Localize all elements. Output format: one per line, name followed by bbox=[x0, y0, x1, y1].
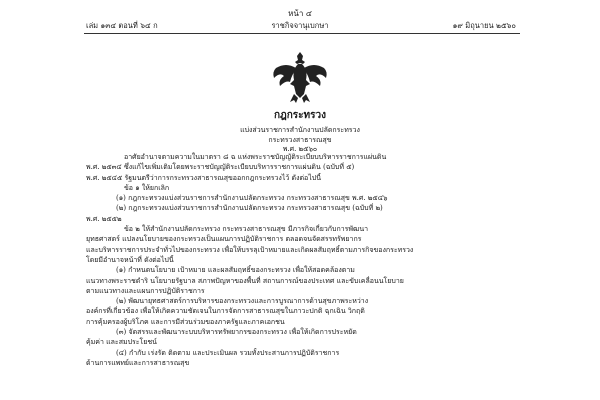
body-line: (๔) กำกับ เร่งรัด ติดตาม และประเมินผล รวมทั้งประสานการปฏิบัติราชการ bbox=[116, 348, 340, 357]
body-line: และบริหารราชการประจำทั่วไปของกระทรวง เพื่อให้บรรลุเป้าหมายและเกิดผลสัมฤทธิ์ตามภารกิจของกระทรวง bbox=[86, 245, 414, 254]
volume-issue: เล่ม ๑๓๔ ตอนที่ ๖๔ ก bbox=[86, 21, 158, 30]
body-line: ด้านการแพทย์และการสาธารณสุข bbox=[86, 358, 190, 367]
document-body bbox=[86, 152, 522, 368]
body-line: ข้อ ๑ ให้ยกเลิก bbox=[124, 183, 170, 192]
body-line: (๒) กฎกระทรวงแบ่งส่วนราชการสำนักงานปลัดกระทรวง กระทรวงสาธารณสุข (ฉบับที่ ๒) bbox=[116, 204, 383, 213]
page-number: หน้า ๔ bbox=[288, 9, 312, 18]
garuda-emblem-icon bbox=[270, 50, 330, 104]
body-line: คุ้มค่า และสมประโยชน์ bbox=[86, 338, 157, 347]
title-line-1: แบ่งส่วนราชการสำนักงานปลัดกระทรวง bbox=[240, 126, 360, 134]
body-line: การคุ้มครองผู้บริโภค และการมีส่วนร่วมของภาครัฐและภาคเอกชน bbox=[86, 317, 285, 326]
body-line: ข้อ ๒ ให้สำนักงานปลัดกระทรวง กระทรวงสาธารณสุข มีภารกิจเกี่ยวกับการพัฒนา bbox=[124, 225, 369, 234]
header-rule bbox=[84, 33, 520, 34]
body-line: (๑) กฎกระทรวงแบ่งส่วนราชการสำนักงานปลัดกระทรวง กระทรวงสาธารณสุข พ.ศ. ๒๕๔๖ bbox=[116, 194, 388, 203]
body-line: พ.ศ. ๒๕๔๕ รัฐมนตรีว่าการกระทรวงสาธารณสุขออกกฎกระทรวงไว้ ดังต่อไปนี้ bbox=[86, 173, 321, 182]
title-line-2: กระทรวงสาธารณสุข bbox=[268, 135, 332, 144]
body-line: ยุทธศาสตร์ แปลงนโยบายของกระทรวงเป็นแผนการปฏิบัติราชการ ตลอดจนจัดสรรทรัพยากร bbox=[86, 235, 362, 244]
body-line: ตามแนวทางและแผนการปฏิบัติราชการ bbox=[86, 286, 205, 295]
publish-date: ๑๙ มิถุนายน ๒๕๖๐ bbox=[452, 21, 516, 30]
gazette-name: ราชกิจจานุเบกษา bbox=[271, 21, 329, 30]
body-line: อาศัยอำนาจตามความในมาตรา ๘ ฉ แห่งพระราชบัญญัติระเบียบบริหารราชการแผ่นดิน bbox=[124, 153, 387, 161]
body-line: (๒) พัฒนายุทธศาสตร์การบริหารของกระทรวงและการบูรณาการด้านสุขภาพระหว่าง bbox=[116, 297, 369, 306]
body-line: พ.ศ. ๒๕๓๔ ซึ่งแก้ไขเพิ่มเติมโดยพระราชบัญญัติระเบียบบริหารราชการแผ่นดิน (ฉบับที่ ๕) bbox=[86, 163, 355, 172]
body-line: องค์กรที่เกี่ยวข้อง เพื่อให้เกิดความชัดเจนในการจัดการสาธารณสุขในภาวะปกติ ฉุกเฉิน วิกฤติ bbox=[86, 307, 365, 316]
document-title: กฎกระทรวง bbox=[273, 110, 327, 121]
title-block bbox=[0, 108, 600, 155]
body-line: โดยมีอำนาจหน้าที่ ดังต่อไปนี้ bbox=[86, 255, 174, 264]
body-line: พ.ศ. ๒๕๕๒ bbox=[86, 214, 122, 223]
body-line: แนวทางพระราชดำริ นโยบายรัฐบาล สภาพปัญหาของพื้นที่ สถานการณ์ของประเทศ และขับเคลื่อนนโยบาย bbox=[86, 276, 404, 285]
body-line: (๑) กำหนดนโยบาย เป้าหมาย และผลสัมฤทธิ์ของกระทรวง เพื่อให้สอดคล้องตาม bbox=[116, 266, 355, 275]
title-line-3: พ.ศ. ๒๕๖๐ bbox=[282, 145, 318, 153]
body-line: (๓) จัดสรรและพัฒนาระบบบริหารทรัพยากรของกระทรวง เพื่อให้เกิดการประหยัด bbox=[116, 328, 357, 337]
